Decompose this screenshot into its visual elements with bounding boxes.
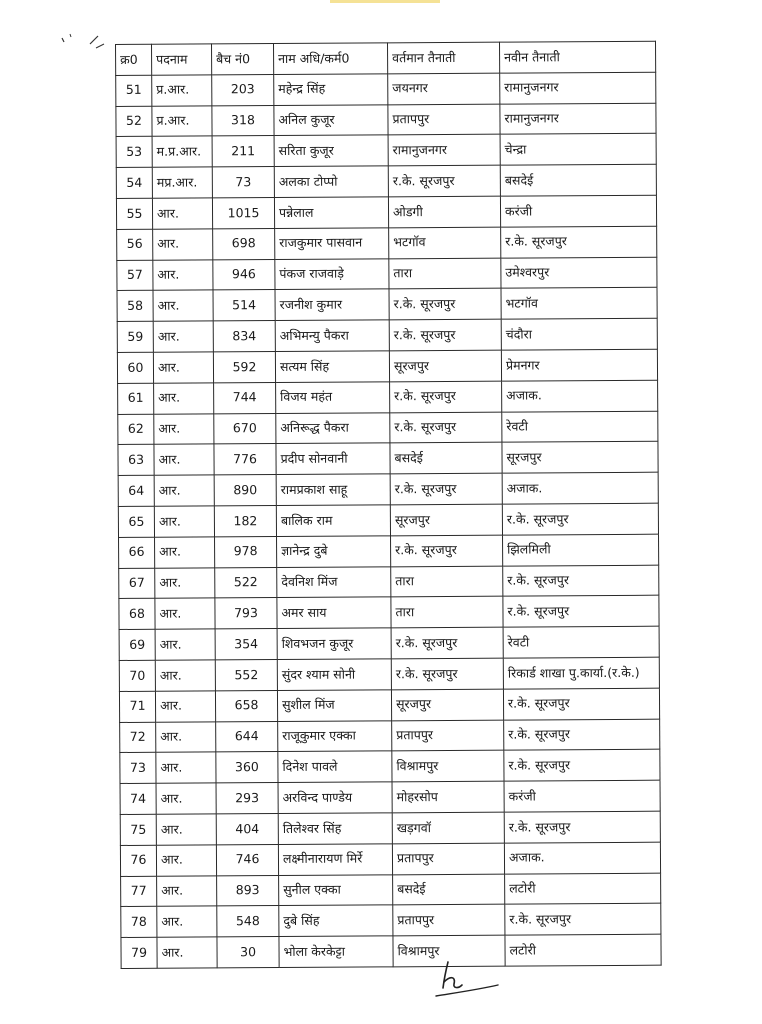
cell-rank: आर. — [154, 444, 214, 475]
cell-current-posting: प्रतापपुर — [388, 104, 500, 135]
cell-batch-no: 946 — [213, 259, 275, 290]
cell-current-posting: र.के. सूरजपुर — [391, 535, 503, 566]
cell-name: पंकज राजवाड़े — [275, 258, 389, 289]
header-current-posting: वर्तमान तैनाती — [387, 42, 499, 73]
cell-rank: प्र.आर. — [152, 106, 212, 137]
cell-serial: 79 — [121, 937, 157, 968]
table-row — [116, 164, 656, 198]
cell-rank: आर. — [157, 906, 217, 937]
table-row — [118, 411, 658, 445]
header-rank: पदनाम — [152, 44, 212, 75]
cell-serial: 56 — [117, 229, 153, 260]
cell-name: तिलेश्वर सिंह — [278, 813, 392, 844]
cell-name: बालिक राम — [276, 505, 390, 536]
cell-current-posting: रामानुजनगर — [388, 135, 500, 166]
table-row — [116, 72, 656, 106]
cell-current-posting: प्रतापपुर — [392, 720, 504, 751]
cell-batch-no: 203 — [212, 74, 274, 105]
cell-name: देवनिश मिंज — [277, 566, 391, 597]
cell-current-posting: ओडगी — [388, 196, 500, 227]
cell-rank: मप्र.आर. — [152, 167, 212, 198]
cell-serial: 57 — [117, 260, 153, 291]
table-row — [116, 134, 656, 168]
cell-serial: 59 — [117, 321, 153, 352]
cell-new-posting: लटोरी — [505, 873, 661, 905]
header-name: नाम अधि/कर्म0 — [274, 43, 388, 74]
cell-new-posting: झिलमिली — [503, 534, 659, 566]
pen-marks — [60, 28, 120, 58]
cell-new-posting: करंजी — [500, 195, 656, 227]
cell-new-posting: र.के. सूरजपुर — [503, 596, 659, 628]
cell-batch-no: 744 — [214, 382, 276, 413]
cell-batch-no: 30 — [217, 937, 279, 968]
table-row — [121, 873, 661, 907]
table-row — [119, 534, 659, 568]
cell-current-posting: सूरजपुर — [390, 504, 502, 535]
cell-name: रामप्रकाश साहू — [276, 474, 390, 505]
cell-new-posting: र.के. सूरजपुर — [503, 688, 659, 720]
cell-current-posting: प्रतापपुर — [392, 843, 504, 874]
table-row — [117, 288, 657, 322]
cell-batch-no: 360 — [216, 752, 278, 783]
table-row — [118, 472, 658, 506]
cell-serial: 72 — [120, 722, 156, 753]
cell-rank: आर. — [153, 259, 213, 290]
transfer-table — [115, 41, 662, 969]
cell-new-posting: बसदेई — [500, 164, 656, 196]
cell-batch-no: 293 — [216, 783, 278, 814]
cell-new-posting: र.के. सूरजपुर — [505, 903, 661, 935]
table-row — [117, 226, 657, 260]
cell-rank: आर. — [155, 598, 215, 629]
table-row — [119, 688, 659, 722]
cell-current-posting: र.के. सूरजपुर — [389, 289, 501, 320]
header-new-posting: नवीन तैनाती — [499, 41, 655, 73]
table-row — [117, 318, 657, 352]
cell-current-posting: र.के. सूरजपुर — [390, 473, 502, 504]
cell-batch-no: 522 — [215, 567, 277, 598]
cell-serial: 52 — [116, 106, 152, 137]
cell-new-posting: र.के. सूरजपुर — [504, 719, 660, 751]
table-row — [120, 719, 660, 753]
cell-name: सुंदर श्याम सोनी — [277, 659, 391, 690]
cell-rank: आर. — [155, 537, 215, 568]
cell-batch-no: 182 — [214, 505, 276, 536]
cell-current-posting: प्रतापपुर — [393, 904, 505, 935]
cell-serial: 51 — [116, 75, 152, 106]
cell-serial: 53 — [116, 137, 152, 168]
cell-name: रजनीश कुमार — [275, 289, 389, 320]
cell-new-posting: प्रेमनगर — [501, 349, 657, 381]
cell-current-posting: सूरजपुर — [391, 689, 503, 720]
cell-name: पन्नेलाल — [274, 197, 388, 228]
cell-new-posting: रेवटी — [503, 626, 659, 658]
cell-serial: 58 — [117, 291, 153, 322]
cell-new-posting: अजाक. — [504, 842, 660, 874]
table-row — [119, 565, 659, 599]
table-row — [120, 842, 660, 876]
cell-rank: आर. — [154, 413, 214, 444]
handwritten-signature — [432, 958, 502, 1002]
cell-name: भोला केरकेट्टा — [279, 936, 393, 967]
cell-name: प्रदीप सोनवानी — [276, 443, 390, 474]
cell-current-posting: मोहरसोप — [392, 781, 504, 812]
cell-rank: आर. — [155, 691, 215, 722]
cell-serial: 71 — [119, 691, 155, 722]
cell-new-posting: रिकार्ड शाखा पु.कार्या.(र.के.) — [503, 657, 659, 689]
cell-new-posting: उमेश्वरपुर — [501, 257, 657, 289]
cell-serial: 77 — [121, 876, 157, 907]
cell-current-posting: सूरजपुर — [389, 350, 501, 381]
cell-name: अभिमन्यु पैकरा — [275, 320, 389, 351]
table-row — [121, 934, 661, 968]
cell-name: राजकुमार पासवान — [275, 228, 389, 259]
cell-batch-no: 592 — [213, 351, 275, 382]
cell-batch-no: 318 — [212, 105, 274, 136]
cell-new-posting: करंजी — [504, 780, 660, 812]
table-header-row — [116, 41, 656, 75]
cell-current-posting: विश्रामपुर — [393, 935, 505, 966]
cell-batch-no: 698 — [213, 228, 275, 259]
header-serial: क्र0 — [116, 44, 152, 75]
cell-serial: 64 — [118, 475, 154, 506]
cell-name: अलका टोप्पो — [274, 166, 388, 197]
cell-name: सत्यम सिंह — [275, 351, 389, 382]
cell-current-posting: तारा — [391, 566, 503, 597]
cell-name: अनिल कुजूर — [274, 104, 388, 135]
cell-name: दिनेश पावले — [278, 751, 392, 782]
scan-edge-strip — [330, 0, 440, 3]
cell-batch-no: 776 — [214, 444, 276, 475]
cell-serial: 55 — [116, 198, 152, 229]
cell-batch-no: 893 — [217, 875, 279, 906]
cell-new-posting: अजाक. — [502, 472, 658, 504]
cell-current-posting: र.के. सूरजपुर — [390, 412, 502, 443]
cell-current-posting: जयनगर — [388, 73, 500, 104]
table-row — [118, 503, 658, 537]
table-row — [119, 596, 659, 630]
cell-rank: आर. — [155, 660, 215, 691]
cell-rank: आर. — [156, 845, 216, 876]
table-row — [119, 626, 659, 660]
cell-rank: आर. — [155, 567, 215, 598]
cell-batch-no: 548 — [217, 906, 279, 937]
cell-new-posting: र.के. सूरजपुर — [504, 750, 660, 782]
cell-serial: 66 — [119, 537, 155, 568]
cell-batch-no: 890 — [214, 475, 276, 506]
cell-rank: आर. — [153, 321, 213, 352]
cell-name: दुबे सिंह — [279, 905, 393, 936]
cell-serial: 63 — [118, 445, 154, 476]
cell-name: ज्ञानेन्द्र दुबे — [277, 536, 391, 567]
cell-current-posting: भटगॉव — [389, 227, 501, 258]
cell-name: सुनील एक्का — [279, 874, 393, 905]
cell-current-posting: खड़गवॉ — [392, 812, 504, 843]
cell-new-posting: चेन्द्रा — [500, 134, 656, 166]
cell-new-posting: र.के. सूरजपुर — [504, 811, 660, 843]
cell-new-posting: लटोरी — [505, 934, 661, 966]
cell-rank: आर. — [156, 814, 216, 845]
cell-current-posting: र.के. सूरजपुर — [388, 165, 500, 196]
cell-batch-no: 978 — [215, 536, 277, 567]
cell-serial: 78 — [121, 907, 157, 938]
cell-current-posting: र.के. सूरजपुर — [390, 381, 502, 412]
table-row — [118, 380, 658, 414]
table-row — [116, 195, 656, 229]
cell-name: सरिता कुजूर — [274, 135, 388, 166]
cell-batch-no: 73 — [212, 167, 274, 198]
cell-batch-no: 1015 — [212, 198, 274, 229]
cell-current-posting: तारा — [389, 258, 501, 289]
cell-current-posting: बसदेई — [390, 443, 502, 474]
table-body — [116, 72, 661, 968]
table-row — [118, 442, 658, 476]
cell-serial: 60 — [117, 352, 153, 383]
table-row — [116, 103, 656, 137]
cell-current-posting: तारा — [391, 596, 503, 627]
cell-name: शिवभजन कुजूर — [277, 628, 391, 659]
cell-batch-no: 793 — [215, 598, 277, 629]
cell-current-posting: र.के. सूरजपुर — [391, 627, 503, 658]
cell-name: अमर साय — [277, 597, 391, 628]
cell-name: अनिरूद्ध पैकरा — [276, 412, 390, 443]
cell-current-posting: र.के. सूरजपुर — [391, 658, 503, 689]
cell-current-posting: बसदेई — [393, 874, 505, 905]
table-row — [117, 349, 657, 383]
cell-serial: 75 — [120, 814, 156, 845]
cell-new-posting: रामानुजनगर — [500, 72, 656, 104]
cell-current-posting: र.के. सूरजपुर — [389, 319, 501, 350]
cell-batch-no: 644 — [216, 721, 278, 752]
cell-rank: आर. — [152, 198, 212, 229]
cell-new-posting: र.के. सूरजपुर — [501, 226, 657, 258]
cell-rank: आर. — [153, 352, 213, 383]
table-row — [120, 780, 660, 814]
cell-batch-no: 834 — [213, 321, 275, 352]
cell-new-posting: चंदौरा — [501, 318, 657, 350]
cell-rank: प्र.आर. — [152, 75, 212, 106]
cell-batch-no: 211 — [212, 136, 274, 167]
cell-batch-no: 354 — [215, 629, 277, 660]
cell-rank: आर. — [154, 506, 214, 537]
cell-serial: 70 — [119, 660, 155, 691]
table-row — [117, 257, 657, 291]
cell-name: महेन्द्र सिंह — [274, 74, 388, 105]
cell-serial: 69 — [119, 629, 155, 660]
cell-rank: आर. — [157, 937, 217, 968]
cell-rank: आर. — [154, 383, 214, 414]
cell-serial: 65 — [118, 506, 154, 537]
cell-name: अरविन्द पाण्डेय — [278, 782, 392, 813]
cell-new-posting: र.के. सूरजपुर — [502, 503, 658, 535]
cell-rank: आर. — [155, 629, 215, 660]
cell-batch-no: 658 — [215, 690, 277, 721]
cell-rank: आर. — [157, 875, 217, 906]
cell-batch-no: 552 — [215, 659, 277, 690]
cell-batch-no: 514 — [213, 290, 275, 321]
cell-rank: आर. — [156, 783, 216, 814]
cell-name: राजूकुमार एक्का — [278, 720, 392, 751]
cell-rank: आर. — [153, 290, 213, 321]
cell-batch-no: 746 — [216, 844, 278, 875]
cell-name: सुशील मिंज — [277, 690, 391, 721]
header-batch-no: बैच नं0 — [212, 44, 274, 75]
cell-batch-no: 404 — [216, 813, 278, 844]
cell-serial: 62 — [118, 414, 154, 445]
cell-rank: आर. — [153, 229, 213, 260]
cell-new-posting: अजाक. — [502, 380, 658, 412]
cell-new-posting: भटगॉव — [501, 288, 657, 320]
cell-rank: म.प्र.आर. — [152, 136, 212, 167]
cell-batch-no: 670 — [214, 413, 276, 444]
cell-rank: आर. — [156, 721, 216, 752]
table-row — [120, 811, 660, 845]
cell-rank: आर. — [156, 752, 216, 783]
cell-serial: 68 — [119, 599, 155, 630]
cell-current-posting: विश्रामपुर — [392, 750, 504, 781]
cell-serial: 67 — [119, 568, 155, 599]
cell-rank: आर. — [154, 475, 214, 506]
cell-serial: 61 — [118, 383, 154, 414]
cell-new-posting: सूरजपुर — [502, 442, 658, 474]
cell-name: लक्ष्मीनारायण मिर्रे — [278, 844, 392, 875]
cell-serial: 76 — [120, 845, 156, 876]
table-row — [121, 903, 661, 937]
cell-name: विजय महंत — [276, 382, 390, 413]
cell-serial: 74 — [120, 783, 156, 814]
cell-new-posting: रामानुजनगर — [500, 103, 656, 135]
cell-new-posting: र.के. सूरजपुर — [503, 565, 659, 597]
table-row — [120, 750, 660, 784]
table-row — [119, 657, 659, 691]
cell-serial: 73 — [120, 753, 156, 784]
cell-new-posting: रेवटी — [502, 411, 658, 443]
cell-serial: 54 — [116, 167, 152, 198]
